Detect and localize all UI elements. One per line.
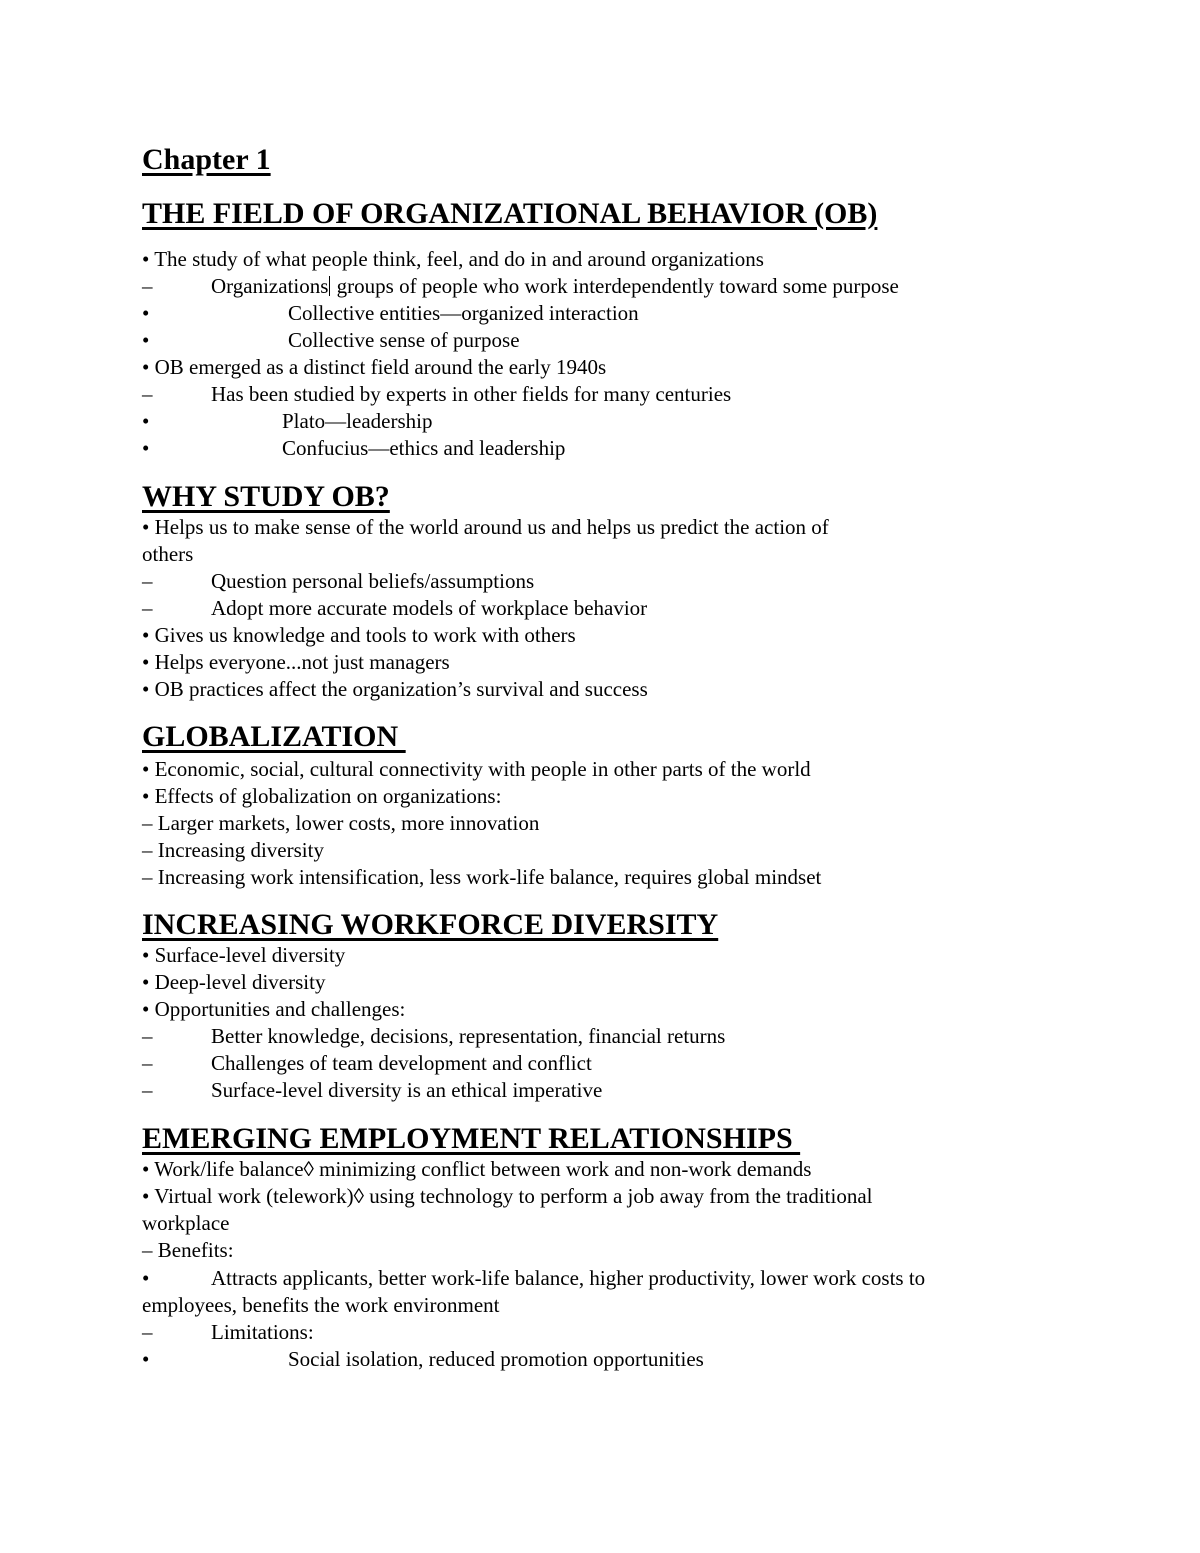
list-item-text: Plato—leadership <box>282 409 433 433</box>
list-item <box>142 810 539 837</box>
list-item <box>142 783 501 810</box>
bullet-marker: • <box>142 650 150 674</box>
list-item-text-continued: groups of people who work interdependently toward some purpose <box>331 274 899 298</box>
list-item-text: others <box>142 542 194 566</box>
bullet-marker: • <box>142 436 150 460</box>
list-item <box>142 996 405 1023</box>
list-item-continuation <box>142 1292 499 1319</box>
list-item-text: OB emerged as a distinct field around the early 1940s <box>154 355 607 379</box>
list-item <box>142 595 647 622</box>
bullet-marker: • <box>142 784 150 808</box>
list-item-text: Confucius—ethics and leadership <box>282 436 566 460</box>
list-item-text: Question personal beliefs/assumptions <box>211 569 535 593</box>
bullet-marker: • <box>142 355 150 379</box>
list-item <box>142 969 325 996</box>
list-item-text: Adopt more accurate models of workplace behavior <box>211 596 648 620</box>
bullet-marker: • <box>142 515 150 539</box>
list-item <box>142 1265 925 1292</box>
list-item <box>142 435 565 462</box>
list-item <box>142 1237 234 1264</box>
list-item-text: Larger markets, lower costs, more innovation <box>157 811 540 835</box>
bullet-marker: • <box>142 328 150 352</box>
dash-marker: – <box>142 1320 153 1344</box>
bullet-marker: • <box>142 623 150 647</box>
list-item <box>142 864 821 891</box>
bullet-marker: • <box>142 757 150 781</box>
bullet-marker: • <box>142 1266 150 1290</box>
dash-marker: – <box>142 1078 153 1102</box>
list-item <box>142 408 432 435</box>
list-item-text: Virtual work (telework)◊ using technology to perform a job away from the traditional <box>154 1184 873 1208</box>
bullet-marker: • <box>142 943 150 967</box>
list-item-text: Deep-level diversity <box>154 970 326 994</box>
section-heading-field-of-ob: THE FIELD OF ORGANIZATIONAL BEHAVIOR (OB) <box>142 197 878 230</box>
list-item-text: Limitations: <box>211 1320 314 1344</box>
list-item-text: Better knowledge, decisions, representation, financial returns <box>211 1024 726 1048</box>
list-item <box>142 1023 725 1050</box>
list-item <box>142 676 648 703</box>
list-item <box>142 649 450 676</box>
list-item-text: Helps everyone...not just managers <box>154 650 450 674</box>
list-item-text: Has been studied by experts in other fields for many centuries <box>211 382 732 406</box>
list-item-text: OB practices affect the organization’s survival and success <box>154 677 648 701</box>
bullet-marker: • <box>142 301 150 325</box>
list-item-text: Surface-level diversity <box>154 943 346 967</box>
list-item <box>142 756 811 783</box>
list-item <box>142 514 829 541</box>
list-item-text: Work/life balance◊ minimizing conflict between work and non-work demands <box>154 1157 812 1181</box>
list-item-text: Surface-level diversity is an ethical imperative <box>211 1078 603 1102</box>
bullet-marker: • <box>142 997 150 1021</box>
dash-marker: – <box>142 1051 153 1075</box>
section-heading-why-study-ob: WHY STUDY OB? <box>142 480 390 513</box>
list-item-text: Collective entities—organized interaction <box>288 301 639 325</box>
list-item-text: Increasing diversity <box>157 838 324 862</box>
bullet-marker: • <box>142 970 150 994</box>
list-item <box>142 1183 872 1210</box>
bullet-marker: • <box>142 1157 150 1181</box>
list-item-text: workplace <box>142 1211 230 1235</box>
bullet-marker: • <box>142 1184 150 1208</box>
dash-marker: – <box>142 838 153 862</box>
list-item <box>142 837 324 864</box>
list-item <box>142 1050 592 1077</box>
list-item-text: Organizations <box>211 274 329 298</box>
list-item-text: Social isolation, reduced promotion opportunities <box>288 1347 704 1371</box>
dash-marker: – <box>142 382 153 406</box>
bullet-marker: • <box>142 409 150 433</box>
list-item <box>142 300 639 327</box>
list-item <box>142 1156 811 1183</box>
list-item-continuation <box>142 541 193 568</box>
dash-marker: – <box>142 596 153 620</box>
bullet-marker: • <box>142 677 150 701</box>
list-item-text: Attracts applicants, better work-life balance, higher productivity, lower work costs to <box>211 1266 926 1290</box>
dash-marker: – <box>142 274 153 298</box>
list-item-text: Challenges of team development and conflict <box>211 1051 592 1075</box>
section-heading-globalization: GLOBALIZATION <box>142 720 406 753</box>
list-item <box>142 568 534 595</box>
list-item-text: Increasing work intensification, less work-life balance, requires global mindset <box>157 865 822 889</box>
bullet-marker: • <box>142 1347 150 1371</box>
list-item <box>142 273 899 300</box>
bullet-marker: • <box>142 247 150 271</box>
dash-marker: – <box>142 865 153 889</box>
list-item <box>142 354 606 381</box>
list-item-text: Gives us knowledge and tools to work with others <box>154 623 576 647</box>
list-item-text: The study of what people think, feel, and do in and around organizations <box>154 247 764 271</box>
list-item-text: Helps us to make sense of the world around us and helps us predict the action of <box>154 515 829 539</box>
chapter-title: Chapter 1 <box>142 143 271 176</box>
dash-marker: – <box>142 1238 153 1262</box>
list-item-text: employees, benefits the work environment <box>142 1293 500 1317</box>
section-heading-employment-relationships: EMERGING EMPLOYMENT RELATIONSHIPS <box>142 1122 801 1155</box>
list-item-continuation <box>142 1210 229 1237</box>
list-item <box>142 381 731 408</box>
list-item-text: Opportunities and challenges: <box>154 997 406 1021</box>
list-item-text: Collective sense of purpose <box>288 328 520 352</box>
list-item <box>142 1346 704 1373</box>
list-item-text: Benefits: <box>157 1238 234 1262</box>
list-item <box>142 942 345 969</box>
list-item <box>142 1077 602 1104</box>
list-item-text: Effects of globalization on organizations: <box>154 784 502 808</box>
list-item <box>142 246 764 273</box>
dash-marker: – <box>142 569 153 593</box>
list-item <box>142 1319 314 1346</box>
list-item <box>142 327 520 354</box>
dash-marker: – <box>142 811 153 835</box>
list-item <box>142 622 576 649</box>
list-item-text: Economic, social, cultural connectivity with people in other parts of the world <box>154 757 811 781</box>
dash-marker: – <box>142 1024 153 1048</box>
section-heading-workforce-diversity: INCREASING WORKFORCE DIVERSITY <box>142 908 719 941</box>
